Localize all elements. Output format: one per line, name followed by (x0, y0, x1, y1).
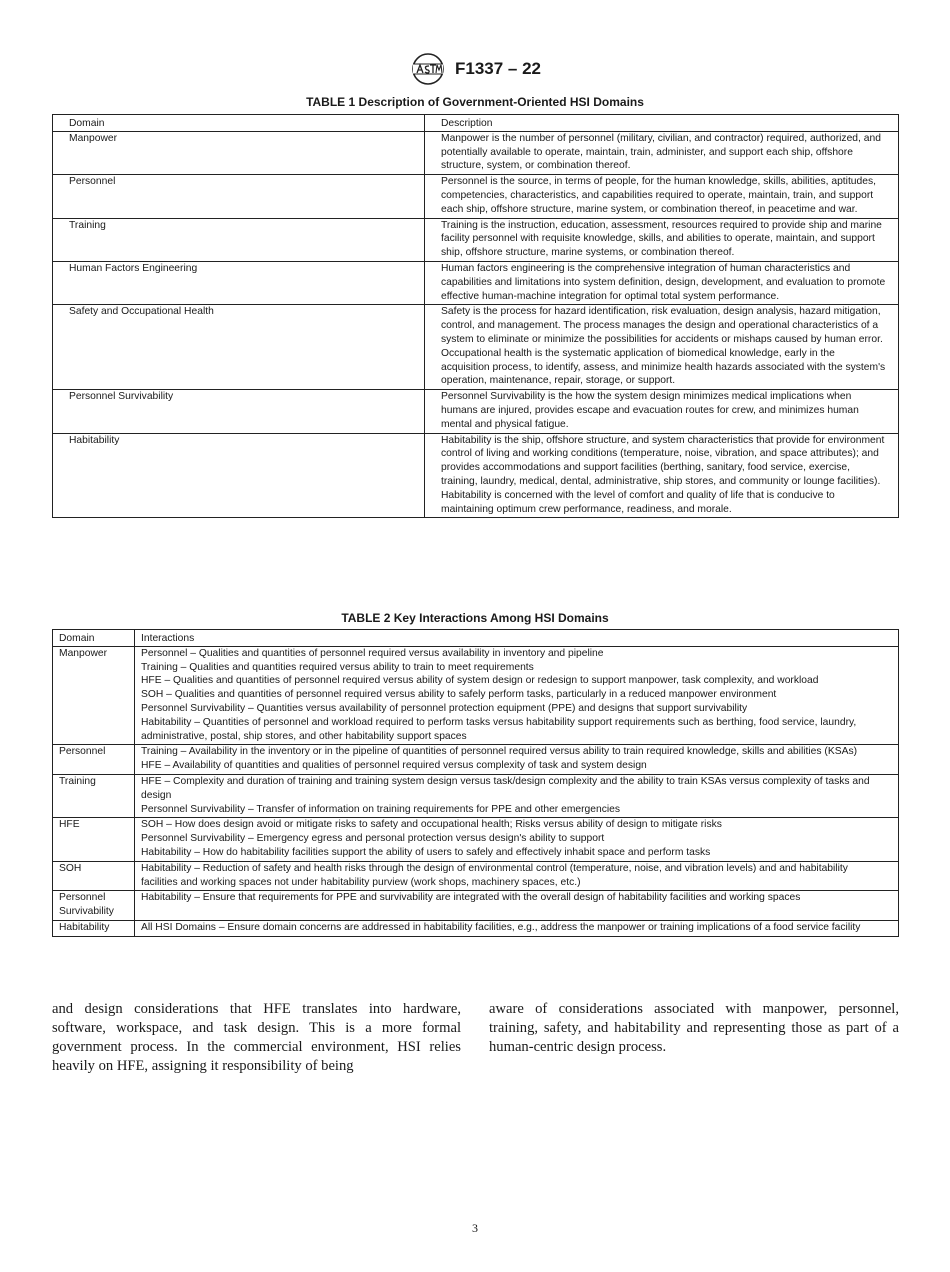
interaction-line: SOH – How does design avoid or mitigate risks to safety and occupational health; Risks versus ability of design to mitigate risks (141, 819, 722, 831)
column-header-domain: Domain (53, 630, 135, 647)
description-cell: Human factors engineering is the comprehensive integration of human characteristics and capabilities and limitations into system definition, design, development, and evaluation to promote effective human-machine integration for optimal total system performance. (425, 261, 899, 304)
table-row (53, 920, 899, 936)
interactions-cell (135, 861, 899, 891)
table-row (53, 774, 899, 817)
table2-body (53, 646, 899, 936)
domain-cell: Human Factors Engineering (53, 261, 425, 304)
interactions-cell (135, 818, 899, 861)
interactions-cell (135, 745, 899, 775)
column-header-description: Description (425, 115, 899, 132)
interaction-line: SOH – Qualities and quantities of personnel required versus ability to safely perform tasks, particularly in a reduced manpower environment (141, 689, 777, 701)
domain-cell: Habitability (53, 920, 135, 936)
interaction-line: HFE – Complexity and duration of training and training system design versus task/design complexity and the ability to train KSAs versus complexity of tasks and design (141, 775, 870, 801)
column-header-interactions: Interactions (135, 630, 899, 647)
domain-cell: Personnel Survivability (53, 891, 135, 921)
interactions-cell (135, 891, 899, 921)
description-cell: Personnel Survivability is the how the system design minimizes medical implications when humans are injured, provides escape and evacuation routes for crew, and minimizes human mental and physical fatigue. (425, 390, 899, 433)
table-row (53, 891, 899, 921)
table2-caption: TABLE 2 Key Interactions Among HSI Domains (341, 611, 609, 625)
interaction-line: HFE – Availability of quantities and qualities of personnel required versus complexity of task and system design (141, 760, 647, 772)
description-cell: Personnel is the source, in terms of people, for the human knowledge, skills, abilities, aptitudes, competencies, characteristics, and capabilities required to operate, maintain, train, and support each ship, offshore structure, marine system, or combination thereof, in peacetime and war. (425, 175, 899, 218)
domain-cell: Training (53, 774, 135, 817)
interaction-line: Training – Availability in the inventory or in the pipeline of quantities of personnel required versus ability to train required knowledge, skills and abilities (KSAs) (141, 746, 858, 758)
domain-cell: Manpower (53, 131, 425, 174)
interactions-cell (135, 920, 899, 936)
interaction-line: Habitability – How do habitability facilities support the ability of users to safely and effectively inhabit space and perform tasks (141, 846, 711, 858)
interaction-line: Personnel Survivability – Emergency egress and personal protection versus design's ability to support (141, 833, 605, 845)
domain-cell: Habitability (53, 433, 425, 518)
document-id: F1337 – 22 (454, 59, 541, 78)
interaction-line: Personnel – Qualities and quantities of personnel required versus availability in inventory and pipeline (141, 647, 604, 659)
table-row (53, 175, 899, 218)
interaction-line: Habitability – Reduction of safety and health risks through the design of environmental control (temperature, noise, and vibration levels) and and habitability facilities and working spaces not under habitability purview (work shops, machinery spaces, etc.) (141, 862, 848, 888)
interaction-line: All HSI Domains – Ensure domain concerns are addressed in habitability facilities, e.g., address the manpower or training implications of a food service facility (141, 921, 861, 933)
table-row (53, 305, 899, 390)
interaction-line: Habitability – Ensure that requirements for PPE and survivability are integrated with the overall design of habitability facilities and working spaces (141, 892, 801, 904)
table-row (53, 433, 899, 518)
domain-cell: HFE (53, 818, 135, 861)
interaction-line: Habitability – Quantities of personnel and workload required to perform tasks versus habitability support requirements such as berthing, food service, laundry, administrative, postal, ship stores, and other habitability support spaces (141, 716, 857, 742)
page-header (0, 52, 950, 86)
table-row (53, 745, 899, 775)
table-header-row (53, 630, 899, 647)
description-cell: Safety is the process for hazard identification, risk evaluation, design analysis, hazard mitigation, control, and management. The process manages the design and operational characteristics of a system to eliminate or minimize the possibilities for accidents or mishaps caused by human error. Occupational health is the systematic application of biomedical knowledge, early in the acquisition process, to identify, assess, and minimize health hazards associated with the system's operation, maintenance, repair, storage, or support. (425, 305, 899, 390)
interactions-cell (135, 646, 899, 745)
page-number: 3 (472, 1221, 478, 1235)
interaction-line: Personnel Survivability – Quantities versus availability of personnel protection equipment (PPE) and designs that support survivability (141, 702, 748, 714)
table-row (53, 390, 899, 433)
table-row (53, 131, 899, 174)
interaction-line: Training – Qualities and quantities required versus ability to train to meet requirements (141, 661, 534, 673)
domain-cell: Safety and Occupational Health (53, 305, 425, 390)
hsi-domains-table (52, 114, 899, 518)
table-row (53, 818, 899, 861)
astm-logo-icon (409, 52, 447, 86)
table-row (53, 218, 899, 261)
table-row (53, 861, 899, 891)
interaction-line: HFE – Qualities and quantities of personnel required versus ability of system design or redesign to support manpower, task complexity, and workload (141, 675, 819, 687)
domain-cell: Personnel (53, 745, 135, 775)
table-header-row (53, 115, 899, 132)
body-text-column-right: aware of considerations associated with manpower, personnel, training, safety, and habitability and representing those as part of a human-centric design process. (489, 1001, 899, 1055)
interaction-line: Personnel Survivability – Transfer of information on training requirements for PPE and other emergencies (141, 803, 621, 815)
domain-cell: Training (53, 218, 425, 261)
domain-cell: Personnel Survivability (53, 390, 425, 433)
description-cell: Training is the instruction, education, assessment, resources required to provide ship and marine facility personnel with requisite knowledge, skills, and abilities to operate, maintain, and support ship, offshore structure, marine systems, or combination thereof. (425, 218, 899, 261)
table-row (53, 646, 899, 745)
hsi-interactions-table (52, 629, 899, 937)
table-row (53, 261, 899, 304)
interactions-cell (135, 774, 899, 817)
description-cell: Manpower is the number of personnel (military, civilian, and contractor) required, authorized, and potentially available to operate, maintain, train, administer, and support each ship, offshore structure, system, or combination thereof. (425, 131, 899, 174)
column-header-domain: Domain (53, 115, 425, 132)
domain-cell: SOH (53, 861, 135, 891)
domain-cell: Manpower (53, 646, 135, 745)
table1-body (53, 131, 899, 518)
table1-caption: TABLE 1 Description of Government-Oriented HSI Domains (306, 95, 644, 109)
domain-cell: Personnel (53, 175, 425, 218)
body-text-column-left: and design considerations that HFE translates into hardware, software, workspace, and task design. This is a more formal government process. In the commercial environment, HSI relies heavily on HFE, assigning it responsibility of being (52, 1001, 461, 1074)
description-cell: Habitability is the ship, offshore structure, and system characteristics that provide for environment control of living and working conditions (temperature, noise, vibration, and space attributes); and provides accommodations and support facilities (berthing, sanitary, food service, exercise, training, laundry, medical, dental, administrative, ship stores, and community or lounge facilities). Habitability is concerned with the level of comfort and quality of life that is conducive to maintaining optimum crew performance, readiness, and morale. (425, 433, 899, 518)
